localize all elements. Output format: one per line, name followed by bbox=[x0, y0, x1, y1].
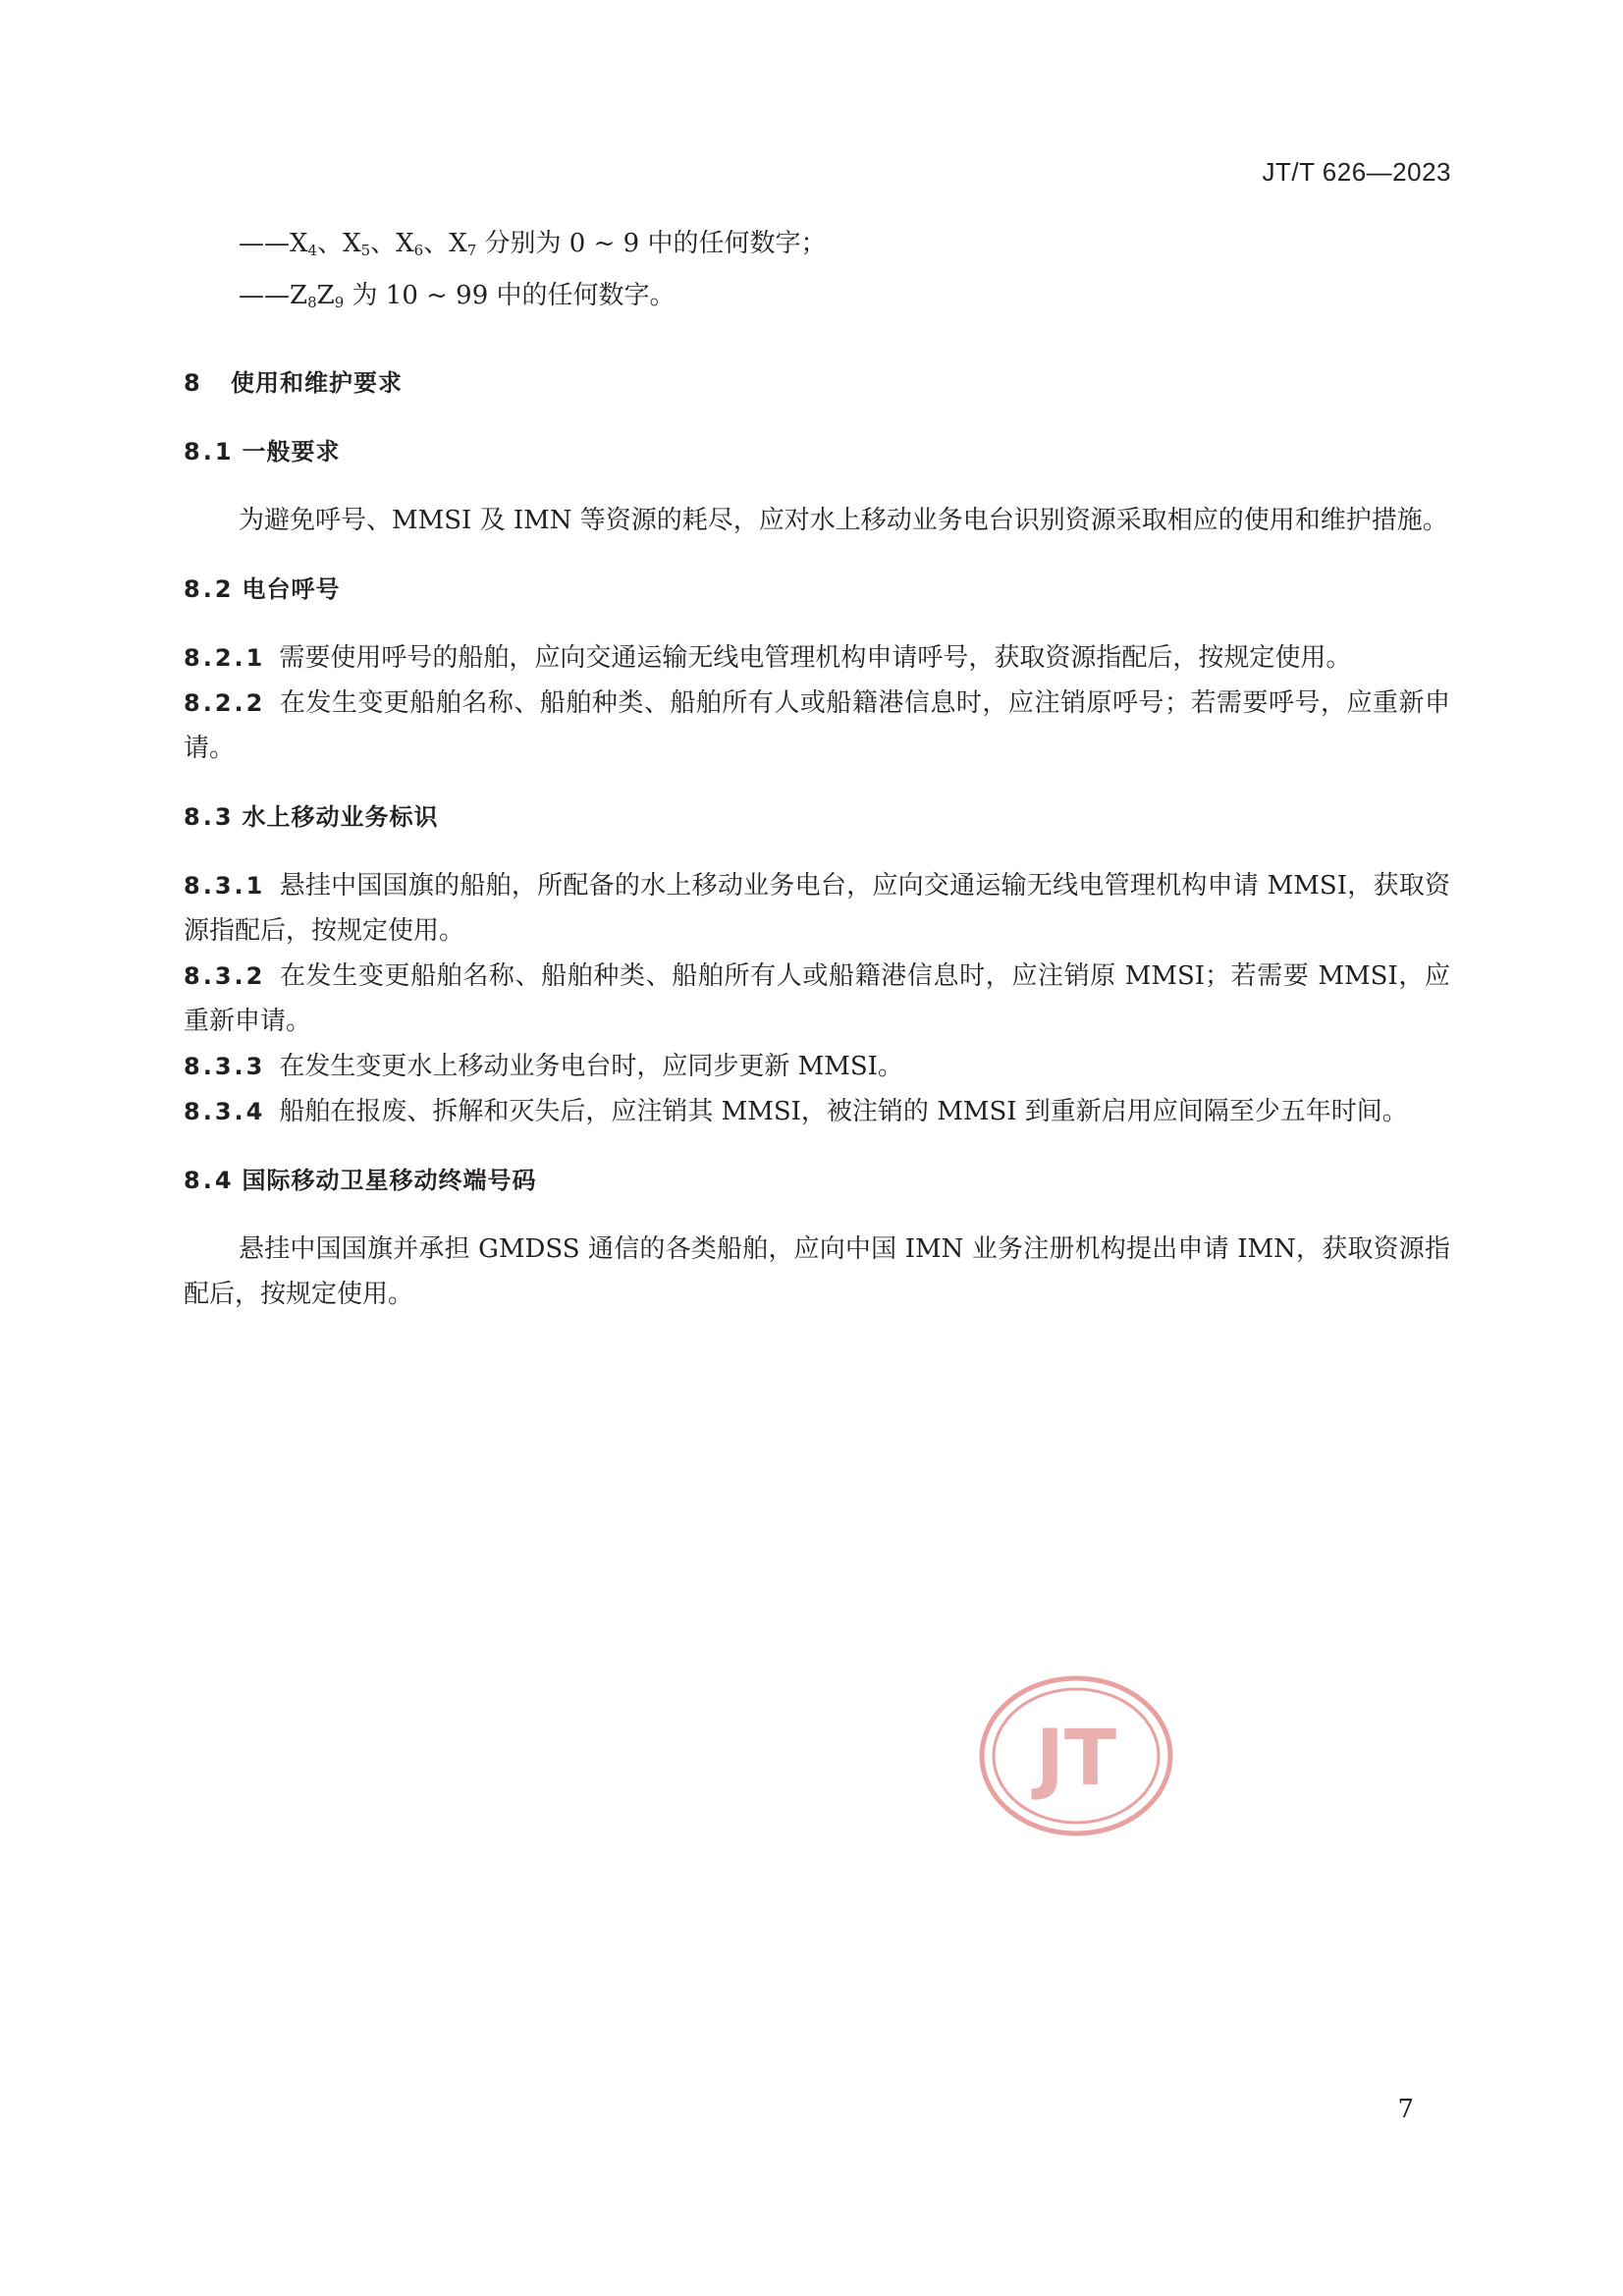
subscript: 4 bbox=[307, 242, 318, 259]
list-item-text: 分别为 0 ~ 9 中的任何数字； bbox=[476, 229, 827, 258]
section-number: 8.1 bbox=[184, 438, 235, 465]
section-heading-8-3 bbox=[184, 794, 1450, 840]
dash: —— bbox=[239, 229, 290, 258]
list-item-z-digits bbox=[184, 273, 1450, 325]
document-body bbox=[184, 221, 1450, 1317]
subscript: 8 bbox=[307, 294, 317, 311]
section-title: 使用和维护要求 bbox=[231, 369, 403, 397]
variable: 、X bbox=[370, 229, 414, 258]
clause-text: 在发生变更水上移动业务电台时，应同步更新 MMSI。 bbox=[279, 1052, 903, 1081]
clause-8-3-1 bbox=[184, 863, 1450, 954]
list-item-x-digits bbox=[184, 221, 1450, 273]
clause-text: 船舶在报废、拆解和灭失后，应注销其 MMSI，被注销的 MMSI 到重新启用应间隔至少五年时间。 bbox=[279, 1097, 1408, 1126]
subscript: 6 bbox=[413, 242, 424, 259]
variable: X bbox=[290, 229, 308, 258]
clause-text: 在发生变更船舶名称、船舶种类、船舶所有人或船籍港信息时，应注销原呼号；若需要呼号，应重新申请。 bbox=[184, 688, 1450, 763]
clause-text: 在发生变更船舶名称、船舶种类、船舶所有人或船籍港信息时，应注销原 MMSI；若需要 MMSI，应重新申请。 bbox=[184, 961, 1450, 1036]
section-title: 水上移动业务标识 bbox=[242, 803, 439, 831]
subscript: 7 bbox=[466, 242, 477, 259]
seal-text: JT bbox=[1035, 1715, 1117, 1803]
paragraph-8-4: 悬挂中国国旗并承担 GMDSS 通信的各类船舶，应向中国 IMN 业务注册机构提出申请 IMN，获取资源指配后，按规定使用。 bbox=[184, 1234, 1450, 1309]
clause-number: 8.2.2 bbox=[184, 689, 266, 717]
subscript: 9 bbox=[334, 294, 345, 311]
variable: 、X bbox=[423, 229, 467, 258]
paragraph-8-1: 为避免呼号、MMSI 及 IMN 等资源的耗尽，应对水上移动业务电台识别资源采取相应的使用和维护措施。 bbox=[239, 506, 1448, 535]
section-title: 电台呼号 bbox=[242, 575, 341, 603]
section-heading-8-1 bbox=[184, 429, 1450, 474]
section-number: 8.3 bbox=[184, 803, 235, 831]
clause-number: 8.3.3 bbox=[184, 1053, 266, 1080]
document-code: JT/T 626—2023 bbox=[1262, 157, 1451, 187]
clause-number: 8.3.2 bbox=[184, 962, 266, 990]
section-heading-8 bbox=[184, 360, 1450, 406]
subscript: 5 bbox=[360, 242, 371, 259]
section-heading-8-4 bbox=[184, 1158, 1450, 1203]
clause-number: 8.2.1 bbox=[184, 644, 266, 672]
clause-8-2-2 bbox=[184, 681, 1450, 771]
clause-text: 悬挂中国国旗的船舶，所配备的水上移动业务电台，应向交通运输无线电管理机构申请 MMSI，获取资源指配后，按规定使用。 bbox=[184, 871, 1450, 946]
section-number: 8 bbox=[184, 369, 203, 397]
clause-number: 8.3.1 bbox=[184, 872, 266, 900]
section-heading-8-2 bbox=[184, 567, 1450, 612]
clause-number: 8.3.4 bbox=[184, 1098, 266, 1125]
clause-8-3-3 bbox=[184, 1044, 1450, 1089]
section-title: 一般要求 bbox=[242, 438, 341, 465]
variable: Z bbox=[316, 281, 335, 310]
clause-8-3-2 bbox=[184, 954, 1450, 1044]
section-number: 8.4 bbox=[184, 1167, 235, 1194]
clause-8-3-4 bbox=[184, 1089, 1450, 1134]
clause-text: 需要使用呼号的船舶，应向交通运输无线电管理机构申请呼号，获取资源指配后，按规定使用。 bbox=[279, 643, 1352, 673]
section-number: 8.2 bbox=[184, 575, 235, 603]
variable: 、X bbox=[317, 229, 361, 258]
dash: —— bbox=[239, 281, 290, 310]
clause-8-2-1 bbox=[184, 635, 1450, 681]
page-number: 7 bbox=[1397, 2095, 1414, 2124]
jt-seal-logo bbox=[978, 1674, 1174, 1837]
section-title: 国际移动卫星移动终端号码 bbox=[242, 1167, 537, 1194]
list-item-text: 为 10 ~ 99 中的任何数字。 bbox=[344, 281, 676, 310]
variable: Z bbox=[290, 281, 308, 310]
